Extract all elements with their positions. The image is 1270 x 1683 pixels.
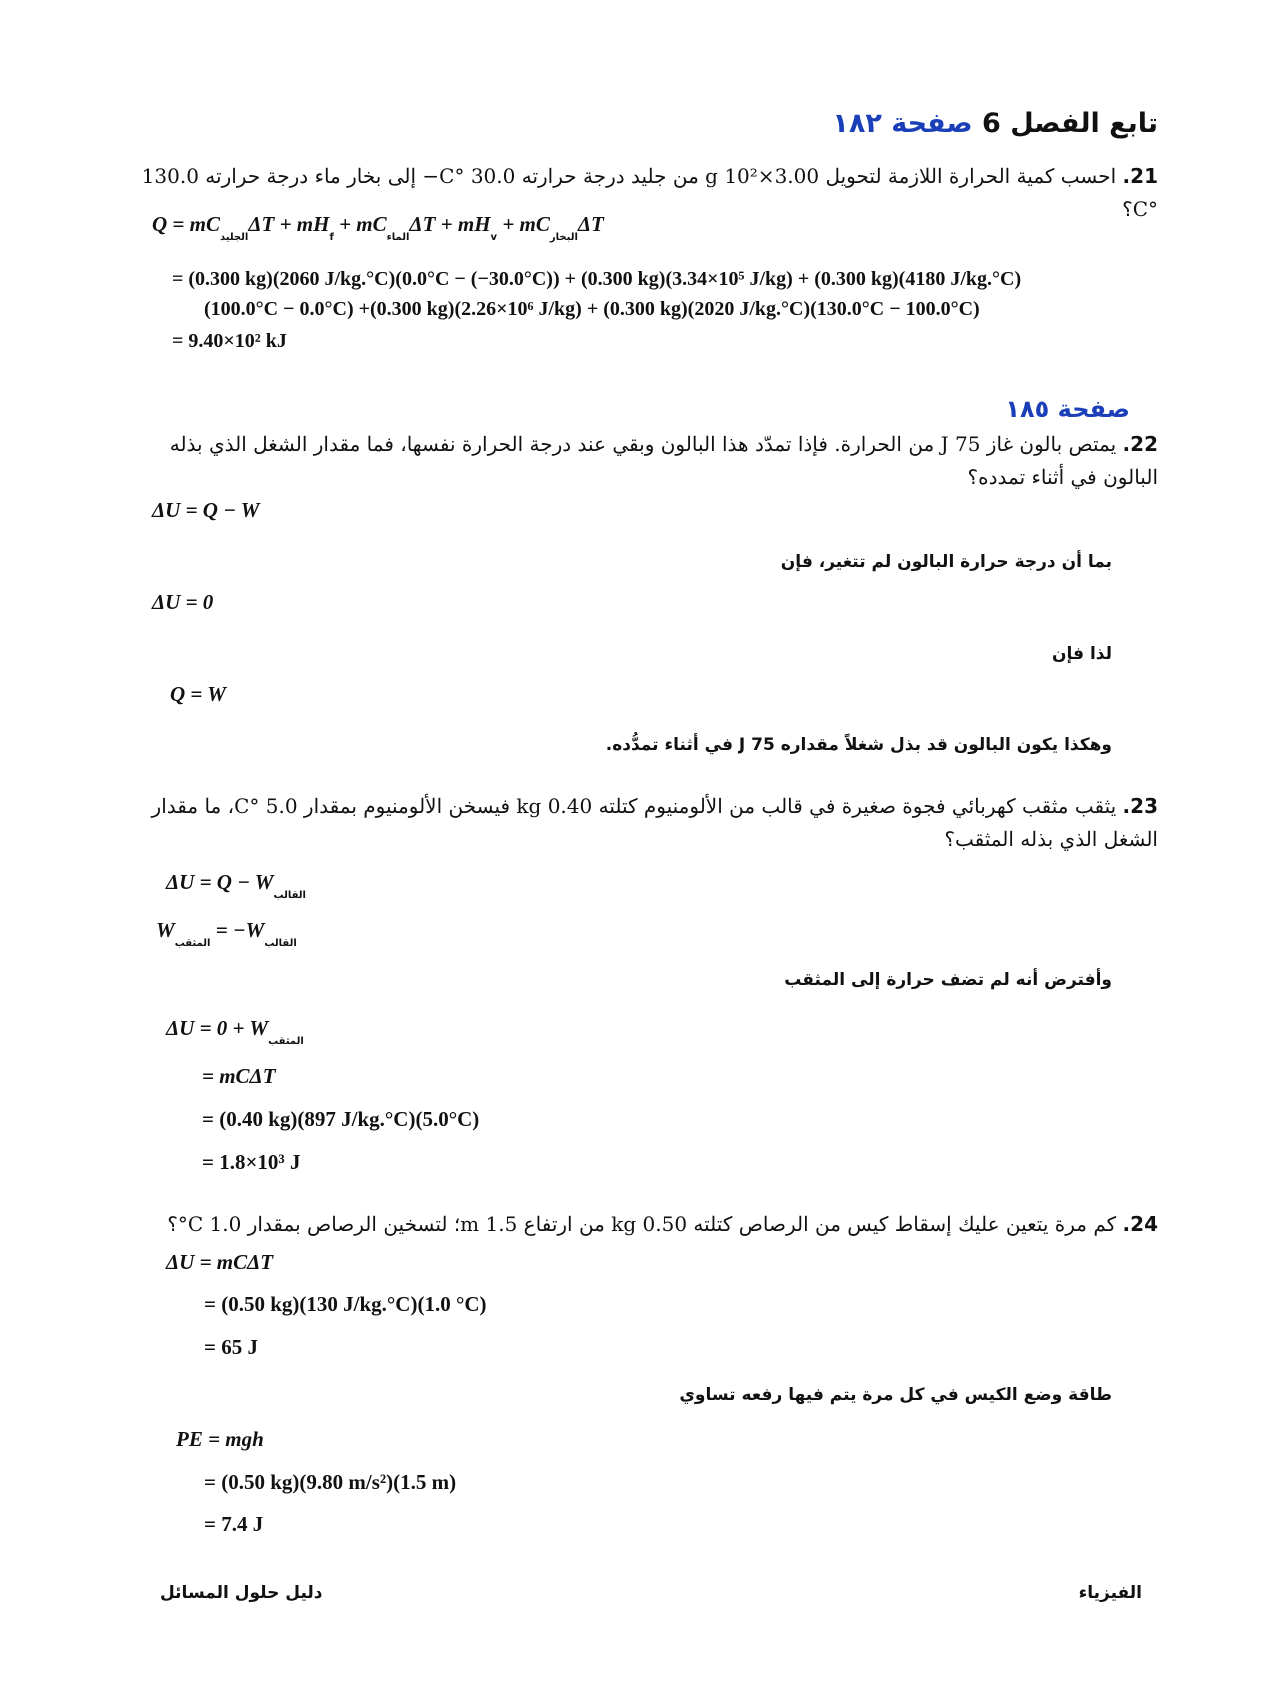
q24-note-1: طاقة وضع الكيس في كل مرة يتم فيها رفعه تساوي: [679, 1385, 1112, 1405]
subscript-drill: المثقب: [268, 1036, 304, 1047]
q24-eq-2: = (0.50 kg)(130 J/kg.°C)(1.0 °C): [204, 1292, 487, 1316]
q23-eq-6: = 1.8×10³ J: [202, 1150, 301, 1174]
eq-text: ΔU = mCΔT: [166, 1250, 274, 1274]
subscript-v: v: [490, 232, 498, 243]
q21-line-1: = (0.300 kg)(2060 J/kg.°C)(0.0°C − (−30.0°C)) + (0.300 kg)(3.34×10⁵ J/kg) + (0.300 kg)(4180 J/kg.°C): [172, 268, 1022, 290]
q23-eq-2: [156, 918, 297, 949]
q24-eq-4: [176, 1427, 264, 1452]
question-number: 24.: [1122, 1212, 1158, 1236]
footer-book-title: دليل حلول المسائل: [160, 1583, 323, 1603]
question-number: 21.: [1122, 164, 1158, 188]
question-22: [118, 428, 1158, 494]
eq-text: ΔU = Q − W: [166, 870, 274, 894]
question-text: احسب كمية الحرارة اللازمة لتحويل 3.00×10² g من جليد درجة حرارته 30.0 °C− إلى بخار ماء درجة حرارته 130.0 °C؟: [141, 164, 1158, 221]
chapter-number: 6: [982, 108, 1001, 139]
eq-part: ΔT + mH: [409, 212, 491, 236]
question-text: يثقب مثقب كهربائي فجوة صغيرة في قالب من الألومنيوم كتلته 0.40 kg فيسخن الألومنيوم بمقدار 5.0 °C، ما مقدار الشغل الذي بذله المثقب؟: [151, 794, 1158, 851]
q22-eq-2: [152, 590, 213, 615]
q22-eq-1: [152, 498, 259, 523]
q23-eq-5: = (0.40 kg)(897 J/kg.°C)(5.0°C): [202, 1107, 480, 1131]
eq-text: ΔU = 0 + W: [166, 1016, 269, 1040]
question-text: يمتص بالون غاز 75 J من الحرارة. فإذا تمدّد هذا البالون وبقي عند درجة الحرارة نفسها، فما مقدار الشغل الذي بذله البالون في أثناء تمدده؟: [169, 432, 1158, 489]
eq-part: ΔT + mH: [248, 212, 330, 236]
eq-part: + mC: [497, 212, 550, 236]
q21-equation-general: [152, 212, 604, 243]
question-number: 22.: [1122, 432, 1158, 456]
q23-note-1: وأفترض أنه لم تضف حرارة إلى المثقب: [784, 970, 1112, 990]
q22-eq-3: [170, 682, 226, 707]
eq-text: PE = mgh: [176, 1427, 264, 1451]
page-reference: صفحة ١٨٢: [832, 108, 973, 139]
question-23: [118, 790, 1158, 856]
chapter-prefix: تابع الفصل: [1010, 108, 1158, 139]
subscript-steam: البخار: [549, 232, 578, 243]
eq-text: W: [156, 918, 175, 942]
eq-text: = mCΔT: [202, 1064, 276, 1088]
section-heading: صفحة ١٨٥: [1005, 395, 1130, 423]
eq-text: ΔU = 0: [152, 590, 214, 614]
q22-note-3: وهكذا يكون البالون قد بذل شغلاً مقداره 75 J في أثناء تمدُّده.: [605, 735, 1112, 755]
eq-part: ΔT: [577, 212, 604, 236]
subscript-drill: المثقب: [174, 938, 211, 949]
q22-note-1: بما أن درجة حرارة البالون لم تتغير، فإن: [780, 552, 1112, 572]
chapter-header: [832, 108, 1158, 139]
q21-result: = 9.40×10² kJ: [172, 330, 287, 352]
q23-eq-4: [202, 1064, 276, 1089]
q23-eq-1: [166, 870, 306, 901]
subscript-f: f: [329, 232, 334, 243]
question-text: كم مرة يتعين عليك إسقاط كيس من الرصاص كتلته 0.50 kg من ارتفاع 1.5 m؛ لتسخين الرصاص بمقدار 1.0 C°؟: [167, 1212, 1117, 1236]
eq-part: Q = mC: [152, 212, 220, 236]
q24-eq-5: = (0.50 kg)(9.80 m/s²)(1.5 m): [204, 1470, 457, 1494]
eq-text: ΔU = Q − W: [152, 498, 260, 522]
subscript-water: الماء: [386, 232, 410, 243]
q23-eq-3: [166, 1016, 304, 1047]
q24-eq-6: = 7.4 J: [204, 1512, 264, 1536]
eq-text: Q = W: [170, 682, 226, 706]
subscript-ice: الجليد: [219, 232, 249, 243]
question-number: 23.: [1122, 794, 1158, 818]
q22-note-2: لذا فإن: [1052, 644, 1112, 664]
subscript-block: القالب: [264, 938, 297, 949]
subscript-block: القالب: [273, 890, 306, 901]
q21-line-2: (100.0°C − 0.0°C) +(0.300 kg)(2.26×10⁶ J/kg) + (0.300 kg)(2020 J/kg.°C)(130.0°C − 100.0°C): [204, 298, 980, 320]
q24-eq-3: = 65 J: [204, 1335, 258, 1359]
question-24: [118, 1208, 1158, 1241]
eq-text: = −W: [210, 918, 265, 942]
footer-subject: الفيزياء: [1078, 1583, 1142, 1603]
eq-part: + mC: [333, 212, 387, 236]
q24-eq-1: [166, 1250, 273, 1275]
